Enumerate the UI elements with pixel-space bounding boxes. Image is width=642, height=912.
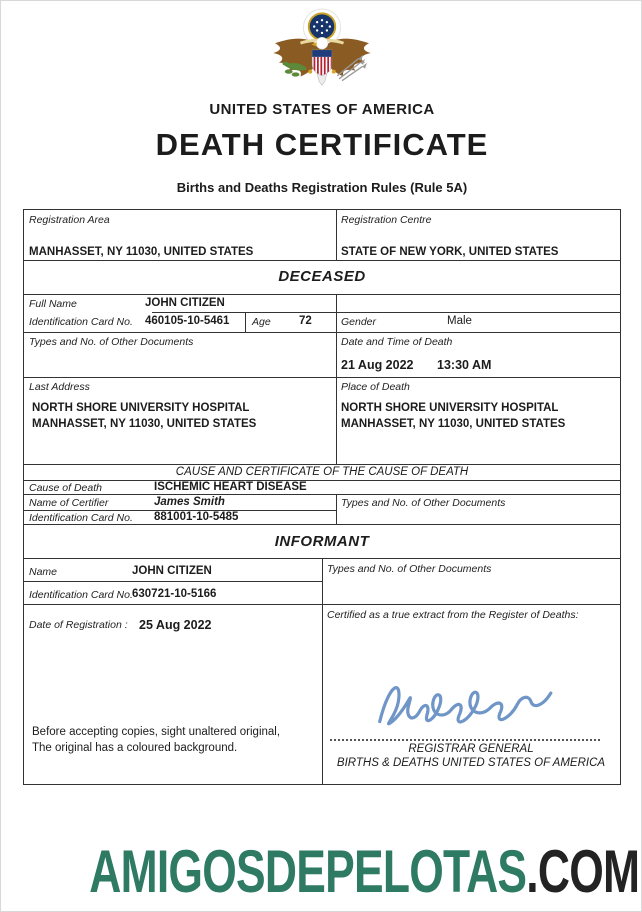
- registration-centre-value: STATE OF NEW YORK, UNITED STATES: [341, 246, 559, 258]
- divider: [24, 332, 620, 333]
- date-of-registration-value: 25 Aug 2022: [139, 618, 212, 632]
- date-of-registration-label: Date of Registration :: [29, 619, 128, 631]
- notice-line1: Before accepting copies, sight unaltered original,: [32, 726, 281, 738]
- death-time-value: 13:30 AM: [437, 358, 492, 372]
- divider: [152, 312, 620, 313]
- informant-name-value: JOHN CITIZEN: [132, 565, 212, 577]
- certifier-label: Name of Certifier: [29, 497, 109, 509]
- registrar-org: BIRTHS & DEATHS UNITED STATES OF AMERICA: [336, 757, 606, 769]
- deceased-other-docs-label: Types and No. of Other Documents: [29, 336, 194, 348]
- deceased-section-title: DECEASED: [278, 268, 366, 285]
- watermark-logo: [89, 837, 639, 906]
- last-address-line2: MANHASSET, NY 11030, UNITED STATES: [32, 418, 257, 430]
- divider: [24, 581, 322, 582]
- divider: [336, 210, 337, 260]
- notice-line2: The original has a coloured background.: [32, 742, 238, 754]
- deceased-id-value: 460105-10-5461: [145, 315, 230, 327]
- certifier-id-value: 881001-10-5485: [154, 511, 239, 523]
- divider: [24, 524, 620, 525]
- divider: [245, 312, 246, 332]
- full-name-label: Full Name: [29, 298, 77, 310]
- age-value: 72: [299, 315, 312, 327]
- great-seal-icon: [263, 7, 381, 97]
- gender-value: Male: [447, 315, 472, 327]
- registrar-signature: [369, 672, 569, 734]
- registration-area-label: Registration Area: [29, 214, 110, 226]
- registration-area-value: MANHASSET, NY 11030, UNITED STATES: [29, 246, 254, 258]
- certifier-id-label: Identification Card No.: [29, 512, 133, 524]
- full-name-value: JOHN CITIZEN: [145, 297, 225, 309]
- divider: [24, 464, 620, 465]
- divider: [24, 260, 620, 261]
- death-datetime-label: Date and Time of Death: [341, 336, 453, 348]
- registrar-title: REGISTRAR GENERAL: [408, 743, 534, 755]
- registration-centre-label: Registration Centre: [341, 214, 432, 226]
- country-title: UNITED STATES OF AMERICA: [209, 101, 435, 118]
- cause-of-death-value: ISCHEMIC HEART DISEASE: [154, 481, 307, 493]
- deceased-id-label: Identification Card No.: [29, 316, 133, 328]
- divider: [336, 294, 337, 464]
- informant-id-label: Identification Card No.: [29, 589, 133, 601]
- informant-id-value: 630721-10-5166: [132, 588, 217, 600]
- informant-section-title: INFORMANT: [274, 533, 370, 550]
- informant-name-label: Name: [29, 566, 58, 578]
- page-title: DEATH CERTIFICATE: [155, 127, 489, 162]
- divider: [24, 480, 620, 481]
- certifier-value: James Smith: [154, 496, 225, 508]
- place-of-death-label: Place of Death: [341, 381, 410, 393]
- signature-line: [330, 739, 600, 741]
- certificate-table: [23, 209, 621, 785]
- cause-of-death-label: Cause of Death: [29, 482, 102, 494]
- rules-subtitle: Births and Deaths Registration Rules (Rule 5A): [176, 180, 468, 195]
- cause-other-docs-label: Types and No. of Other Documents: [341, 497, 506, 509]
- certified-extract-label: Certified as a true extract from the Register of Deaths:: [327, 609, 579, 621]
- divider: [24, 294, 620, 295]
- last-address-line1: NORTH SHORE UNIVERSITY HOSPITAL: [32, 402, 250, 414]
- watermark-brand: AMIGOSDEPELOTAS: [88, 838, 527, 905]
- informant-other-docs-label: Types and No. of Other Documents: [327, 563, 492, 575]
- watermark-tld: .COM: [526, 838, 639, 905]
- divider: [24, 494, 620, 495]
- divider: [24, 377, 620, 378]
- divider: [336, 494, 337, 524]
- place-of-death-line1: NORTH SHORE UNIVERSITY HOSPITAL: [341, 402, 559, 414]
- death-date-value: 21 Aug 2022: [341, 358, 414, 372]
- cause-section-title: CAUSE AND CERTIFICATE OF THE CAUSE OF DEATH: [175, 466, 469, 478]
- age-label: Age: [252, 316, 271, 328]
- last-address-label: Last Address: [29, 381, 90, 393]
- gender-label: Gender: [341, 316, 377, 328]
- place-of-death-line2: MANHASSET, NY 11030, UNITED STATES: [341, 418, 566, 430]
